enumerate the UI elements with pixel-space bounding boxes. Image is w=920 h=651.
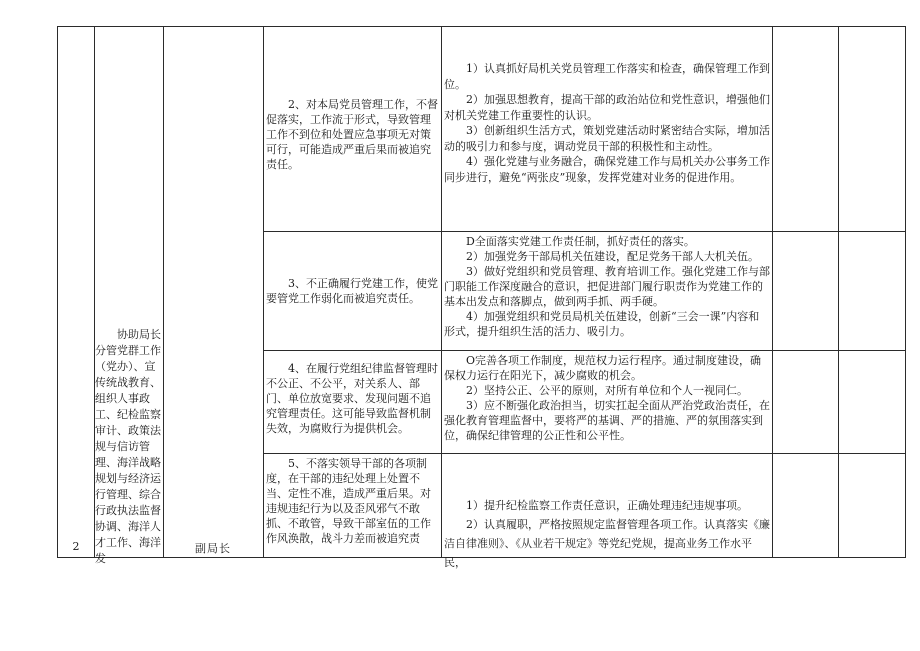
measure-2-2: 2）加强党务干部局机关伍建设，配足党务干部人大机关伍。 <box>466 250 759 263</box>
measure-3-3: 3）应不断强化政治担当，切实扛起全面从严治党政治责任，在强化教育管理监督中，要将严的基调、严的措施、严的氛围落实到位，确保纪律管理的公正性和公平性。 <box>444 399 770 442</box>
grid-line-extra-2 <box>838 26 839 558</box>
measures-4 <box>444 496 770 572</box>
row-number: 2 <box>72 540 80 553</box>
measure-3-2: 2）坚持公正、公平的原则，对所有单位和个人一视同仁。 <box>466 384 748 397</box>
grid-line-right <box>905 26 906 558</box>
measure-2-4: 4）加强党组织和党员局机关伍建设，创新“三会一课”内容和形式，提升组织生活的活力、吸引力。 <box>444 310 760 338</box>
risk-text-4: 5、不落实领导干部的各项制度，在干部的违纪处理上处置不当、定性不准，造成严重后果。对违规违纪行为以及歪风邪气不敢抓、不敢管，导致干部室伍的工作作风涣散，战斗力差而被追究责 <box>266 457 431 545</box>
measure-1-3: 3）创新组织生活方式，策划党建活动时紧密结合实际，增加活动的吸引力和参与度，调动党员干部的积极性和主动性。 <box>444 124 770 153</box>
measure-1-1: 1）认真抓好局机关党员管理工作落实和检查，确保管理工作到位。 <box>444 62 770 91</box>
grid-line-item-3 <box>263 350 906 351</box>
measure-1-4: 4）强化党建与业务融合，确保党建工作与局机关办公事务工作同步进行，避免“两张皮”现象，发挥党建对业务的促进作用。 <box>444 155 770 184</box>
grid-line-extra-1 <box>772 26 773 558</box>
position-title: 副局长 <box>195 542 231 555</box>
measure-3-1: O完善各项工作制度，规范权力运行程序。通过制度建设，确保权力运行在阳光下，减少腐败的机会。 <box>444 354 762 382</box>
risk-description-1 <box>266 97 438 172</box>
measure-4-1: 1）提升纪检监察工作责任意识，正确处理违纪违规事项。 <box>466 499 748 512</box>
measure-2-1: D全面落实党建工作责任制，抓好责任的落实。 <box>466 235 695 248</box>
responsibility-scope <box>95 316 163 578</box>
measure-1-2: 2）加强思想教育，提高干部的政治站位和党性意识，增强他们对机关党建工作重要性的认识。 <box>444 93 770 122</box>
measures-2 <box>444 234 770 348</box>
grid-line-risk <box>263 26 264 558</box>
measure-2-3: 3）做好党组织和党员管理、教育培训工作。强化党建工作与部门职能工作深度融合的意识，把促进部门履行职责作为党建工作的基本出发点和落脚点，做到两手抓、两手硬。 <box>444 265 770 308</box>
risk-description-2 <box>266 276 438 306</box>
risk-description-3 <box>266 361 438 436</box>
scope-text: 协助局长分管党群工作（党办）、宣传统战教育、组织人事政工、纪检监察审计、政策法规与信访管理、海洋战略规划与经济运行管理、综合行政执法监督协调、海洋人才工作、海洋发 <box>95 328 161 565</box>
grid-line-position <box>163 26 164 558</box>
grid-line-left <box>57 26 58 558</box>
grid-line-item-2 <box>263 231 906 232</box>
measure-4-2: 2）认真履职，严格按照规定监督管理各项工作。认真落实《廉洁自律准则》、《从业若干规定》等党纪党规，提高业务工作水平民， <box>444 518 770 569</box>
grid-line-measures <box>441 26 442 558</box>
risk-text-2: 3、不正确履行党建工作，使党要管党工作弱化而被追究责任。 <box>266 277 438 305</box>
risk-text-3: 4、在履行党组纪律监督管理时不公正、不公平，对关系人、部门、单位放宽要求、发现问题不追究管理责任。这可能导致监督机制失效，为腐败行为提供机会。 <box>266 362 438 435</box>
grid-line-top <box>57 26 906 27</box>
measures-1 <box>444 61 770 185</box>
risk-text-1: 2、对本局党员管理工作，不督促落实，工作流于形式，导致管理工作不到位和处置应急事项无对策可行，可能造成严重后果而被追究责任。 <box>266 98 438 171</box>
grid-line-item-4 <box>263 453 906 454</box>
measures-3 <box>444 353 770 451</box>
risk-description-4 <box>266 456 438 556</box>
